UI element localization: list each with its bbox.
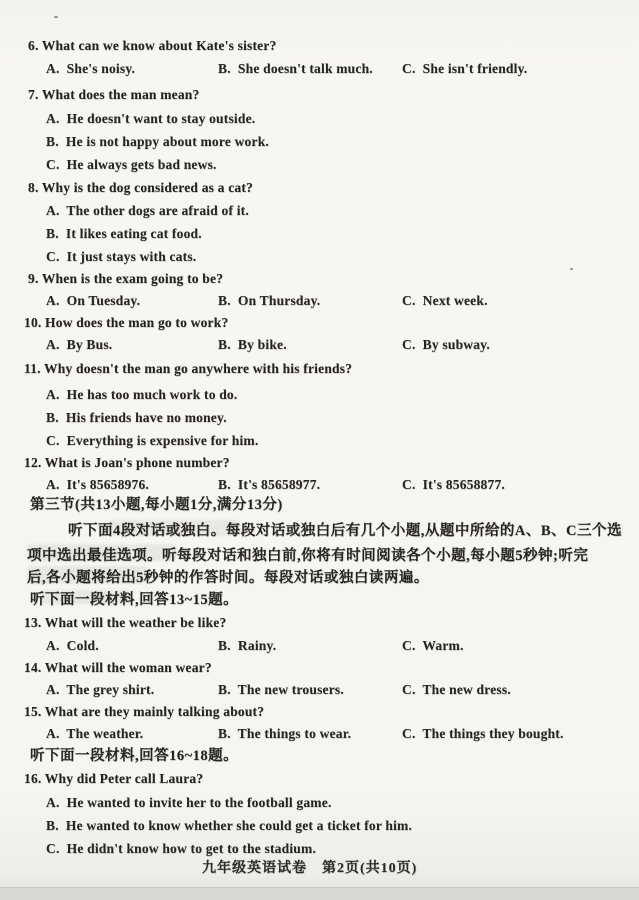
material-13-15-label: 听下面一段材料,回答13~15题。: [30, 592, 239, 608]
q7-option-b: B. He is not happy about more work.: [46, 134, 269, 149]
question-14-options: [0, 682, 639, 698]
question-10-prompt: 10. How does the man go to work?: [24, 315, 229, 330]
section3-instruction-line1: 听下面4段对话或独白。每段对话或独白后有几个小题,从题中所给的A、B、C三个选: [68, 523, 622, 539]
q6-option-c: C. She isn't friendly.: [402, 61, 528, 76]
section3-instruction-line2: 项中选出最佳选项。听每段对话和独白前,你将有时间阅读各个小题,每小题5秒钟;听完: [27, 548, 589, 564]
q9-option-c: C. Next week.: [402, 293, 488, 308]
question-6-prompt: 6. What can we know about Kate's sister?: [28, 38, 277, 53]
q7-option-c: C. He always gets bad news.: [46, 157, 217, 172]
scan-speck: [570, 268, 573, 270]
scan-speck: [54, 16, 58, 18]
question-10-options: [0, 337, 639, 353]
q6-option-b: B. She doesn't talk much.: [218, 61, 373, 76]
section3-instruction-line3: 后,各小题将给出5秒钟的作答时间。每段对话或独白读两遍。: [27, 570, 429, 586]
q16-option-c: C. He didn't know how to get to the stadium.: [46, 841, 317, 856]
q6-option-a: A. She's noisy.: [46, 61, 136, 76]
q8-option-a: A. The other dogs are afraid of it.: [46, 203, 249, 218]
q15-option-a: A. The weather.: [46, 726, 144, 741]
question-12-options: [0, 477, 639, 493]
question-13-prompt: 13. What will the weather be like?: [24, 615, 227, 630]
q10-option-c: C. By subway.: [402, 337, 490, 352]
question-15-options: [0, 726, 639, 742]
q9-option-a: A. On Tuesday.: [46, 293, 141, 308]
q13-option-b: B. Rainy.: [218, 638, 277, 653]
q8-option-b: B. It likes eating cat food.: [46, 226, 202, 241]
question-9-prompt: 9. When is the exam going to be?: [28, 271, 224, 286]
q14-option-b: B. The new trousers.: [218, 682, 344, 697]
q13-option-c: C. Warm.: [402, 638, 464, 653]
question-15-prompt: 15. What are they mainly talking about?: [24, 704, 265, 719]
q11-option-b: B. His friends have no money.: [46, 410, 227, 425]
question-14-prompt: 14. What will the woman wear?: [24, 660, 212, 675]
q16-option-b: B. He wanted to know whether she could get a ticket for him.: [46, 818, 413, 833]
question-7-prompt: 7. What does the man mean?: [28, 87, 200, 102]
q11-option-a: A. He has too much work to do.: [46, 387, 238, 402]
q12-option-a: A. It's 85658976.: [46, 477, 149, 492]
question-6-options: [0, 61, 639, 77]
q11-option-c: C. Everything is expensive for him.: [46, 433, 259, 448]
q15-option-b: B. The things to wear.: [218, 726, 352, 741]
q8-option-c: C. It just stays with cats.: [46, 249, 197, 264]
q16-option-a: A. He wanted to invite her to the football game.: [46, 795, 332, 810]
q15-option-c: C. The things they bought.: [402, 726, 564, 741]
q12-option-c: C. It's 85658877.: [402, 477, 505, 492]
material-16-18-label: 听下面一段材料,回答16~18题。: [30, 748, 239, 764]
question-11-prompt: 11. Why doesn't the man go anywhere with his friends?: [24, 361, 353, 376]
section3-header: 第三节(共13小题,每小题1分,满分13分): [30, 497, 283, 513]
q7-option-a: A. He doesn't want to stay outside.: [46, 111, 256, 126]
q13-option-a: A. Cold.: [46, 638, 99, 653]
scan-edge-shadow: [0, 887, 639, 900]
q10-option-a: A. By Bus.: [46, 337, 113, 352]
question-12-prompt: 12. What is Joan's phone number?: [24, 455, 230, 470]
q10-option-b: B. By bike.: [218, 337, 287, 352]
question-16-prompt: 16. Why did Peter call Laura?: [24, 771, 204, 786]
q9-option-b: B. On Thursday.: [218, 293, 321, 308]
page-footer: 九年级英语试卷 第2页(共10页): [202, 861, 418, 876]
question-9-options: [0, 293, 639, 309]
q12-option-b: B. It's 85658977.: [218, 477, 321, 492]
question-13-options: [0, 638, 639, 654]
question-8-prompt: 8. Why is the dog considered as a cat?: [28, 180, 253, 195]
q14-option-a: A. The grey shirt.: [46, 682, 155, 697]
q14-option-c: C. The new dress.: [402, 682, 511, 697]
